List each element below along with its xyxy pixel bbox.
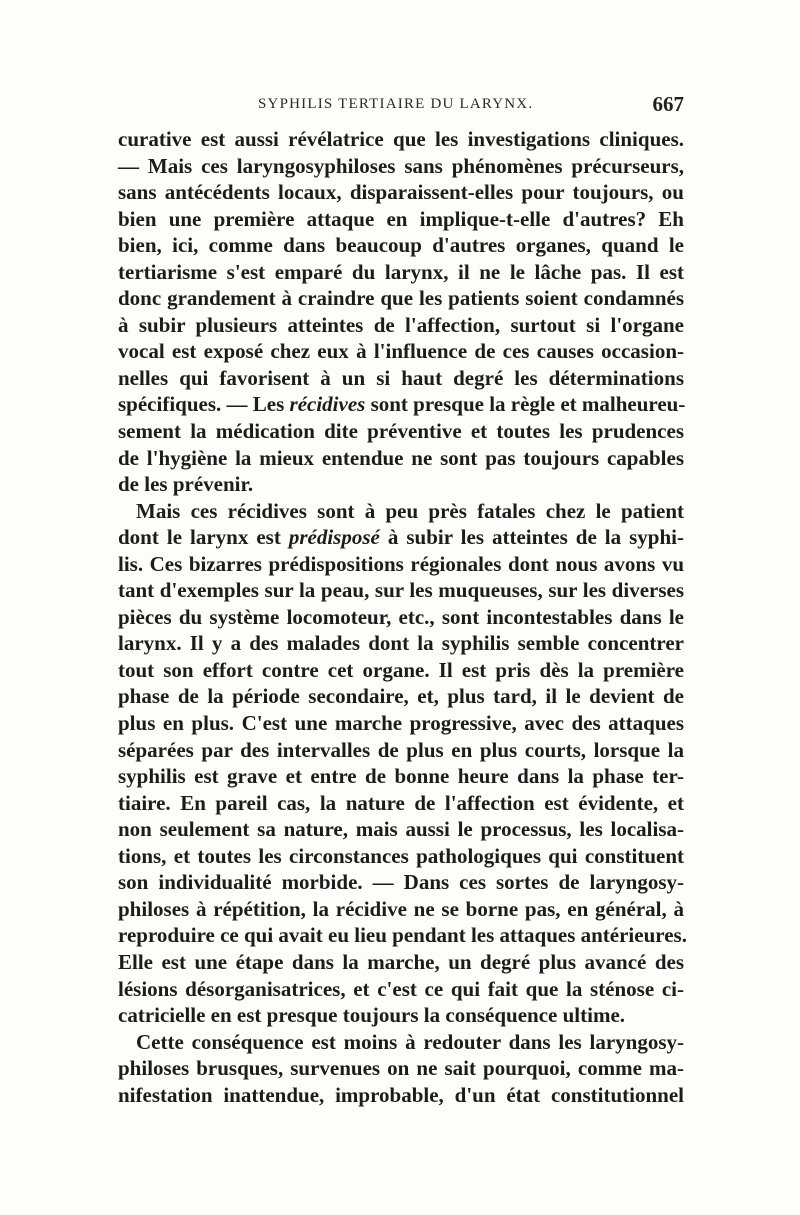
text-line: tout son effort contre cet organe. Il est pris dès la première [118, 657, 684, 682]
running-head: SYPHILIS TERTIAIRE DU LARYNX. [258, 96, 534, 112]
text-line: syphilis est grave et entre de bonne heure dans la phase ter- [118, 764, 684, 789]
text-line: de l'hygiène la mieux entendue ne sont pas toujours capables [118, 445, 684, 470]
text-line: son individualité morbide. — Dans ces sortes de laryngosy- [118, 870, 684, 895]
text-line: philoses à répétition, la récidive ne se borne pas, en général, à [118, 896, 684, 921]
text-line: donc grandement à craindre que les patients soient condamnés [118, 286, 684, 311]
text-line: reproduire ce qui avait eu lieu pendant les attaques antérieures. [118, 923, 687, 948]
body-text [118, 126, 687, 1108]
paragraph-first-line: Cette conséquence est moins à redouter dans les laryngosy- [136, 1029, 684, 1054]
paragraph-first-line: Mais ces récidives sont à peu près fatales chez le patient [136, 498, 684, 523]
text-line: nifestation inattendue, improbable, d'un état constitutionnel [118, 1082, 684, 1107]
text-line: bien une première attaque en implique-t-elle d'autres? Eh [118, 206, 684, 231]
text-line: tiaire. En pareil cas, la nature de l'affection est évidente, et [118, 790, 684, 815]
text-line: bien, ici, comme dans beaucoup d'autres organes, quand le [118, 233, 684, 258]
text-line: sans antécédents locaux, disparaissent-elles pour toujours, ou [118, 180, 684, 205]
text-line: vocal est exposé chez eux à l'influence de ces causes occasion- [118, 339, 684, 364]
text-segment: dont le larynx est [118, 525, 289, 550]
text-line: curative est aussi révélatrice que les investigations cliniques. [118, 127, 684, 151]
text-line [118, 391, 684, 418]
text-line: lis. Ces bizarres prédispositions régionales dont nous avons vu [118, 551, 684, 576]
text-line: catricielle en est presque toujours la conséquence ultime. [118, 1003, 626, 1028]
text-line: philoses brusques, survenues on ne sait pourquoi, comme ma- [118, 1056, 684, 1081]
text-segment: à subir les atteintes de la syphi- [379, 525, 684, 550]
text-line: phase de la période secondaire, et, plus tard, il le devient de [118, 684, 684, 709]
text-line: tant d'exemples sur la peau, sur les muqueuses, sur les diverses [118, 578, 684, 603]
text-line: séparées par des intervalles de plus en plus courts, lorsque la [118, 737, 684, 762]
text-line: Elle est une étape dans la marche, un degré plus avancé des [118, 949, 684, 974]
text-line: larynx. Il y a des malades dont la syphilis semble concentrer [118, 631, 684, 656]
text-line: lésions désorganisatrices, et c'est ce qui fait que la sténose ci- [118, 976, 684, 1001]
italic-term: récidives [289, 392, 366, 417]
page-number: 667 [652, 92, 684, 116]
text-line: tertiarisme s'est emparé du larynx, il ne le lâche pas. Il est [118, 259, 684, 284]
text-line: à subir plusieurs atteintes de l'affection, surtout si l'organe [118, 312, 684, 337]
page-header [118, 92, 684, 120]
italic-term: prédisposé [288, 525, 380, 550]
text-line: plus en plus. C'est une marche progressive, avec des attaques [118, 711, 684, 736]
text-segment: spécifiques. — Les [118, 392, 290, 417]
text-segment: sont presque la règle et malheureu- [365, 392, 686, 417]
text-line: de les prévenir. [118, 472, 254, 497]
text-line: nelles qui favorisent à un si haut degré les déterminations [118, 365, 684, 390]
text-line: — Mais ces laryngosyphiloses sans phénomènes précurseurs, [118, 153, 684, 178]
text-line [118, 524, 684, 551]
text-line: sement la médication dite préventive et toutes les prudences [118, 419, 684, 444]
text-line: tions, et toutes les circonstances pathologiques qui constituent [118, 843, 684, 868]
text-line: non seulement sa nature, mais aussi le processus, les localisa- [118, 817, 684, 842]
text-line: pièces du système locomoteur, etc., sont incontestables dans le [118, 604, 684, 629]
